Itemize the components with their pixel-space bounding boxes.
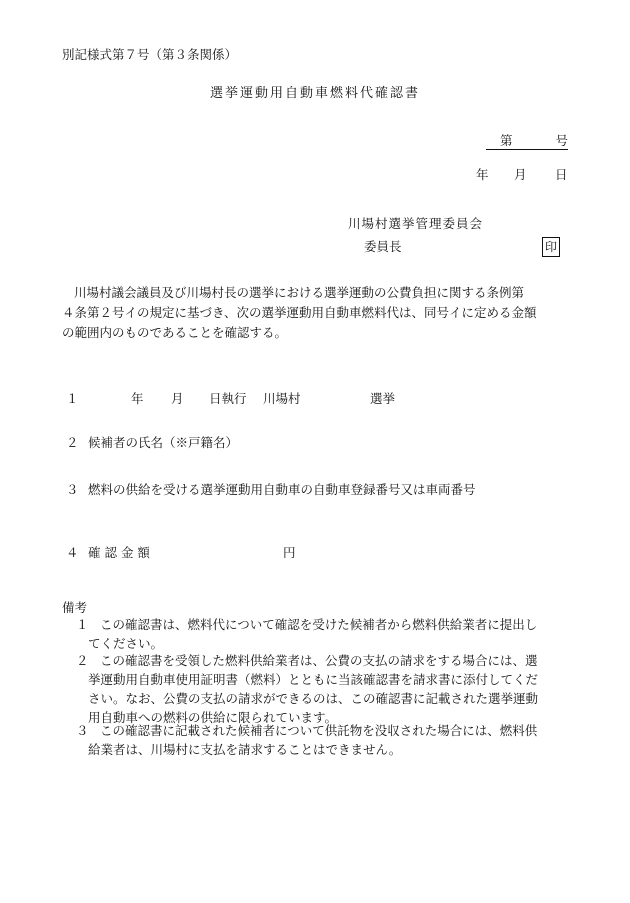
note-line: てください。 <box>88 636 164 651</box>
body-line: ４条第２号イの規定に基づき、次の選挙運動用自動車燃料代は、同号イに定める金額 <box>62 305 537 320</box>
note-line: この確認書に記載された候補者について供託物を没収された場合には、燃料供 <box>100 723 538 738</box>
item2-number: ２ <box>66 435 79 450</box>
note-line: 挙運動用自動車使用証明書（燃料）とともに当該確認書を請求書に添付してくだ <box>88 672 539 687</box>
document-number <box>486 133 568 150</box>
item1-day-executed: 日執行 <box>209 391 247 406</box>
item3-label: 燃料の供給を受ける選挙運動用自動車の自動車登録番号又は車両番号 <box>88 482 476 497</box>
note-line: 用自動車への燃料の供給に限られています。 <box>88 710 338 725</box>
note-line: この確認書は、燃料代について確認を受けた候補者から燃料供給業者に提出し <box>100 617 538 632</box>
item1-month: 月 <box>171 391 184 406</box>
note-line: 給業者は、川場村に支払を請求することはできません。 <box>88 742 402 757</box>
note-item <box>76 615 573 653</box>
body-line: の範囲内のものであることを確認する。 <box>62 325 288 340</box>
item1-number: １ <box>66 391 79 406</box>
note-number: ３ <box>76 723 89 738</box>
item4-label: 確 認 金 額 <box>88 545 150 560</box>
date-year: 年 <box>476 167 489 182</box>
item4-number: ４ <box>66 545 79 560</box>
issuer-position: 委員長 <box>364 239 402 254</box>
item4-unit: 円 <box>283 545 296 560</box>
item1-election: 選挙 <box>370 391 396 406</box>
note-item <box>76 721 573 759</box>
note-item <box>76 651 573 727</box>
seal-box: 印 <box>542 237 560 257</box>
body-text <box>62 283 574 343</box>
item1-village: 川場村 <box>263 391 301 406</box>
date-day: 日 <box>555 167 568 182</box>
note-line: さい。なお、公費の支払の請求ができるのは、この確認書に記載された選挙運動 <box>88 691 539 706</box>
note-line: この確認書を受領した燃料供給業者は、公費の支払の請求をする場合には、選 <box>100 653 538 668</box>
note-number: ２ <box>76 653 89 668</box>
date-month: 月 <box>514 167 527 182</box>
item2-label: 候補者の氏名（※戸籍名） <box>88 435 239 450</box>
item1-year: 年 <box>131 391 144 406</box>
note-number: １ <box>76 617 89 632</box>
number-suffix: 号 <box>555 133 568 148</box>
notes-title: 備考 <box>62 600 88 615</box>
number-prefix: 第 <box>500 133 513 148</box>
body-line: 川場村議会議員及び川場村長の選挙における選挙運動の公費負担に関する条例第 <box>74 285 525 300</box>
document-title: 選挙運動用自動車燃料代確認書 <box>209 86 420 101</box>
item3-number: ３ <box>66 482 79 497</box>
form-label: 別記様式第７号（第３条関係） <box>62 47 238 62</box>
issuer-organization: 川場村選挙管理委員会 <box>348 216 484 231</box>
